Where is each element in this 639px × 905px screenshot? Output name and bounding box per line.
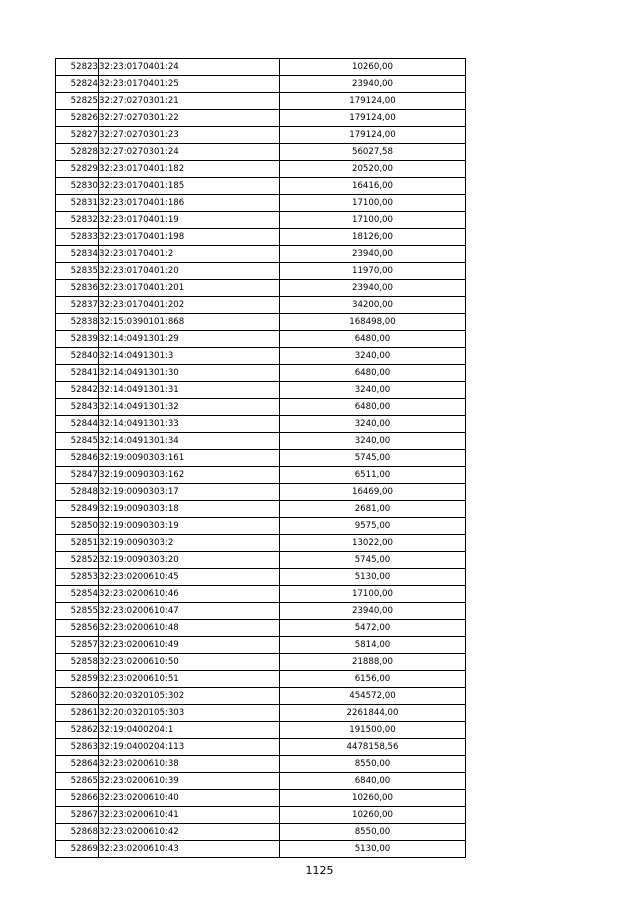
value-cell: 179124,00 — [280, 93, 466, 110]
value-cell: 20520,00 — [280, 161, 466, 178]
table-row — [56, 348, 466, 365]
table-row — [56, 756, 466, 773]
cadastral-number-cell: 32:19:0090303:20 — [99, 552, 280, 569]
cadastral-number-cell: 32:20:0320105:303 — [99, 705, 280, 722]
row-number-cell: 52823 — [56, 59, 99, 76]
row-number-cell: 52850 — [56, 518, 99, 535]
value-cell: 11970,00 — [280, 263, 466, 280]
value-cell: 34200,00 — [280, 297, 466, 314]
table-row — [56, 365, 466, 382]
cadastral-number-cell: 32:14:0491301:30 — [99, 365, 280, 382]
cadastral-number-cell: 32:23:0200610:45 — [99, 569, 280, 586]
cadastral-number-cell: 32:23:0170401:24 — [99, 59, 280, 76]
row-number-cell: 52844 — [56, 416, 99, 433]
row-number-cell: 52841 — [56, 365, 99, 382]
value-cell: 8550,00 — [280, 756, 466, 773]
value-cell: 179124,00 — [280, 110, 466, 127]
cadastral-number-cell: 32:23:0170401:198 — [99, 229, 280, 246]
value-cell: 6156,00 — [280, 671, 466, 688]
row-number-cell: 52867 — [56, 807, 99, 824]
table-row — [56, 688, 466, 705]
table-row — [56, 552, 466, 569]
table-row — [56, 59, 466, 76]
table-row — [56, 790, 466, 807]
row-number-cell: 52849 — [56, 501, 99, 518]
cadastral-number-cell: 32:14:0491301:34 — [99, 433, 280, 450]
value-cell: 6511,00 — [280, 467, 466, 484]
table-row — [56, 671, 466, 688]
cadastral-number-cell: 32:23:0170401:201 — [99, 280, 280, 297]
row-number-cell: 52857 — [56, 637, 99, 654]
table-row — [56, 654, 466, 671]
value-cell: 9575,00 — [280, 518, 466, 535]
table-row — [56, 569, 466, 586]
value-cell: 23940,00 — [280, 603, 466, 620]
cadastral-number-cell: 32:14:0491301:33 — [99, 416, 280, 433]
cadastral-number-cell: 32:19:0090303:162 — [99, 467, 280, 484]
cadastral-number-cell: 32:23:0170401:20 — [99, 263, 280, 280]
cadastral-number-cell: 32:23:0200610:39 — [99, 773, 280, 790]
value-cell: 5130,00 — [280, 569, 466, 586]
row-number-cell: 52854 — [56, 586, 99, 603]
table-row — [56, 416, 466, 433]
table-row — [56, 841, 466, 858]
table-row — [56, 807, 466, 824]
page-number: 1125 — [305, 864, 334, 877]
row-number-cell: 52846 — [56, 450, 99, 467]
row-number-cell: 52835 — [56, 263, 99, 280]
table-row — [56, 620, 466, 637]
table-row — [56, 195, 466, 212]
value-cell: 168498,00 — [280, 314, 466, 331]
cadastral-number-cell: 32:19:0090303:19 — [99, 518, 280, 535]
cadastral-number-cell: 32:23:0170401:202 — [99, 297, 280, 314]
table-row — [56, 161, 466, 178]
table-row — [56, 433, 466, 450]
table-row — [56, 297, 466, 314]
table-row — [56, 314, 466, 331]
cadastral-number-cell: 32:19:0090303:2 — [99, 535, 280, 552]
cadastral-number-cell: 32:23:0200610:51 — [99, 671, 280, 688]
row-number-cell: 52824 — [56, 76, 99, 93]
table-row — [56, 824, 466, 841]
cadastral-number-cell: 32:19:0090303:161 — [99, 450, 280, 467]
table-row — [56, 637, 466, 654]
value-cell: 3240,00 — [280, 382, 466, 399]
value-cell: 5472,00 — [280, 620, 466, 637]
row-number-cell: 52863 — [56, 739, 99, 756]
row-number-cell: 52842 — [56, 382, 99, 399]
table-row — [56, 399, 466, 416]
cadastral-number-cell: 32:19:0090303:17 — [99, 484, 280, 501]
table-row — [56, 110, 466, 127]
row-number-cell: 52861 — [56, 705, 99, 722]
value-cell: 5745,00 — [280, 552, 466, 569]
cadastral-number-cell: 32:14:0491301:29 — [99, 331, 280, 348]
value-cell: 3240,00 — [280, 433, 466, 450]
cadastral-number-cell: 32:23:0200610:38 — [99, 756, 280, 773]
row-number-cell: 52834 — [56, 246, 99, 263]
cadastral-number-cell: 32:15:0390101:868 — [99, 314, 280, 331]
value-cell: 10260,00 — [280, 59, 466, 76]
value-cell: 3240,00 — [280, 416, 466, 433]
table-row — [56, 263, 466, 280]
value-cell: 5745,00 — [280, 450, 466, 467]
row-number-cell: 52856 — [56, 620, 99, 637]
cadastral-number-cell: 32:27:0270301:21 — [99, 93, 280, 110]
row-number-cell: 52833 — [56, 229, 99, 246]
table-row — [56, 705, 466, 722]
cadastral-number-cell: 32:23:0200610:40 — [99, 790, 280, 807]
row-number-cell: 52851 — [56, 535, 99, 552]
row-number-cell: 52829 — [56, 161, 99, 178]
value-cell: 454572,00 — [280, 688, 466, 705]
table-body — [56, 59, 466, 858]
value-cell: 23940,00 — [280, 76, 466, 93]
row-number-cell: 52866 — [56, 790, 99, 807]
cadastral-number-cell: 32:23:0170401:185 — [99, 178, 280, 195]
value-cell: 17100,00 — [280, 195, 466, 212]
cadastral-table — [55, 58, 466, 858]
cadastral-number-cell: 32:19:0400204:113 — [99, 739, 280, 756]
table-row — [56, 501, 466, 518]
value-cell: 6480,00 — [280, 365, 466, 382]
cadastral-number-cell: 32:19:0400204:1 — [99, 722, 280, 739]
cadastral-number-cell: 32:19:0090303:18 — [99, 501, 280, 518]
value-cell: 6840,00 — [280, 773, 466, 790]
cadastral-number-cell: 32:23:0200610:42 — [99, 824, 280, 841]
row-number-cell: 52831 — [56, 195, 99, 212]
cadastral-number-cell: 32:23:0170401:19 — [99, 212, 280, 229]
row-number-cell: 52864 — [56, 756, 99, 773]
cadastral-number-cell: 32:20:0320105:302 — [99, 688, 280, 705]
table-row — [56, 178, 466, 195]
row-number-cell: 52865 — [56, 773, 99, 790]
value-cell: 10260,00 — [280, 790, 466, 807]
row-number-cell: 52858 — [56, 654, 99, 671]
table-row — [56, 246, 466, 263]
row-number-cell: 52852 — [56, 552, 99, 569]
cadastral-number-cell: 32:23:0200610:49 — [99, 637, 280, 654]
value-cell: 18126,00 — [280, 229, 466, 246]
cadastral-number-cell: 32:23:0170401:182 — [99, 161, 280, 178]
value-cell: 10260,00 — [280, 807, 466, 824]
value-cell: 8550,00 — [280, 824, 466, 841]
table-row — [56, 127, 466, 144]
row-number-cell: 52826 — [56, 110, 99, 127]
row-number-cell: 52868 — [56, 824, 99, 841]
cadastral-number-cell: 32:23:0200610:46 — [99, 586, 280, 603]
table-row — [56, 535, 466, 552]
cadastral-number-cell: 32:23:0200610:41 — [99, 807, 280, 824]
table-row — [56, 603, 466, 620]
cadastral-number-cell: 32:14:0491301:31 — [99, 382, 280, 399]
row-number-cell: 52830 — [56, 178, 99, 195]
cadastral-number-cell: 32:23:0170401:186 — [99, 195, 280, 212]
row-number-cell: 52838 — [56, 314, 99, 331]
value-cell: 6480,00 — [280, 331, 466, 348]
row-number-cell: 52839 — [56, 331, 99, 348]
value-cell: 191500,00 — [280, 722, 466, 739]
table-row — [56, 450, 466, 467]
value-cell: 23940,00 — [280, 280, 466, 297]
value-cell: 179124,00 — [280, 127, 466, 144]
cadastral-number-cell: 32:14:0491301:3 — [99, 348, 280, 365]
table-row — [56, 382, 466, 399]
cadastral-number-cell: 32:23:0200610:47 — [99, 603, 280, 620]
value-cell: 17100,00 — [280, 586, 466, 603]
table-row — [56, 212, 466, 229]
row-number-cell: 52853 — [56, 569, 99, 586]
cadastral-number-cell: 32:23:0170401:25 — [99, 76, 280, 93]
value-cell: 16416,00 — [280, 178, 466, 195]
row-number-cell: 52827 — [56, 127, 99, 144]
cadastral-number-cell: 32:14:0491301:32 — [99, 399, 280, 416]
table-row — [56, 144, 466, 161]
value-cell: 3240,00 — [280, 348, 466, 365]
row-number-cell: 52828 — [56, 144, 99, 161]
value-cell: 21888,00 — [280, 654, 466, 671]
value-cell: 17100,00 — [280, 212, 466, 229]
table-row — [56, 331, 466, 348]
row-number-cell: 52845 — [56, 433, 99, 450]
row-number-cell: 52848 — [56, 484, 99, 501]
cadastral-number-cell: 32:23:0170401:2 — [99, 246, 280, 263]
table-row — [56, 93, 466, 110]
row-number-cell: 52836 — [56, 280, 99, 297]
value-cell: 13022,00 — [280, 535, 466, 552]
table-row — [56, 484, 466, 501]
row-number-cell: 52862 — [56, 722, 99, 739]
table-row — [56, 739, 466, 756]
row-number-cell: 52847 — [56, 467, 99, 484]
row-number-cell: 52843 — [56, 399, 99, 416]
value-cell: 6480,00 — [280, 399, 466, 416]
value-cell: 5814,00 — [280, 637, 466, 654]
table-row — [56, 586, 466, 603]
row-number-cell: 52860 — [56, 688, 99, 705]
value-cell: 16469,00 — [280, 484, 466, 501]
value-cell: 56027,58 — [280, 144, 466, 161]
table-row — [56, 229, 466, 246]
cadastral-number-cell: 32:27:0270301:23 — [99, 127, 280, 144]
table-row — [56, 518, 466, 535]
table-row — [56, 773, 466, 790]
row-number-cell: 52832 — [56, 212, 99, 229]
table-row — [56, 280, 466, 297]
row-number-cell: 52869 — [56, 841, 99, 858]
cadastral-number-cell: 32:23:0200610:50 — [99, 654, 280, 671]
value-cell: 23940,00 — [280, 246, 466, 263]
value-cell: 5130,00 — [280, 841, 466, 858]
row-number-cell: 52825 — [56, 93, 99, 110]
row-number-cell: 52859 — [56, 671, 99, 688]
table-row — [56, 76, 466, 93]
cadastral-number-cell: 32:23:0200610:48 — [99, 620, 280, 637]
value-cell: 2261844,00 — [280, 705, 466, 722]
value-cell: 2681,00 — [280, 501, 466, 518]
row-number-cell: 52837 — [56, 297, 99, 314]
cadastral-number-cell: 32:27:0270301:22 — [99, 110, 280, 127]
row-number-cell: 52855 — [56, 603, 99, 620]
cadastral-number-cell: 32:27:0270301:24 — [99, 144, 280, 161]
value-cell: 4478158,56 — [280, 739, 466, 756]
table-row — [56, 722, 466, 739]
row-number-cell: 52840 — [56, 348, 99, 365]
table-row — [56, 467, 466, 484]
cadastral-number-cell: 32:23:0200610:43 — [99, 841, 280, 858]
